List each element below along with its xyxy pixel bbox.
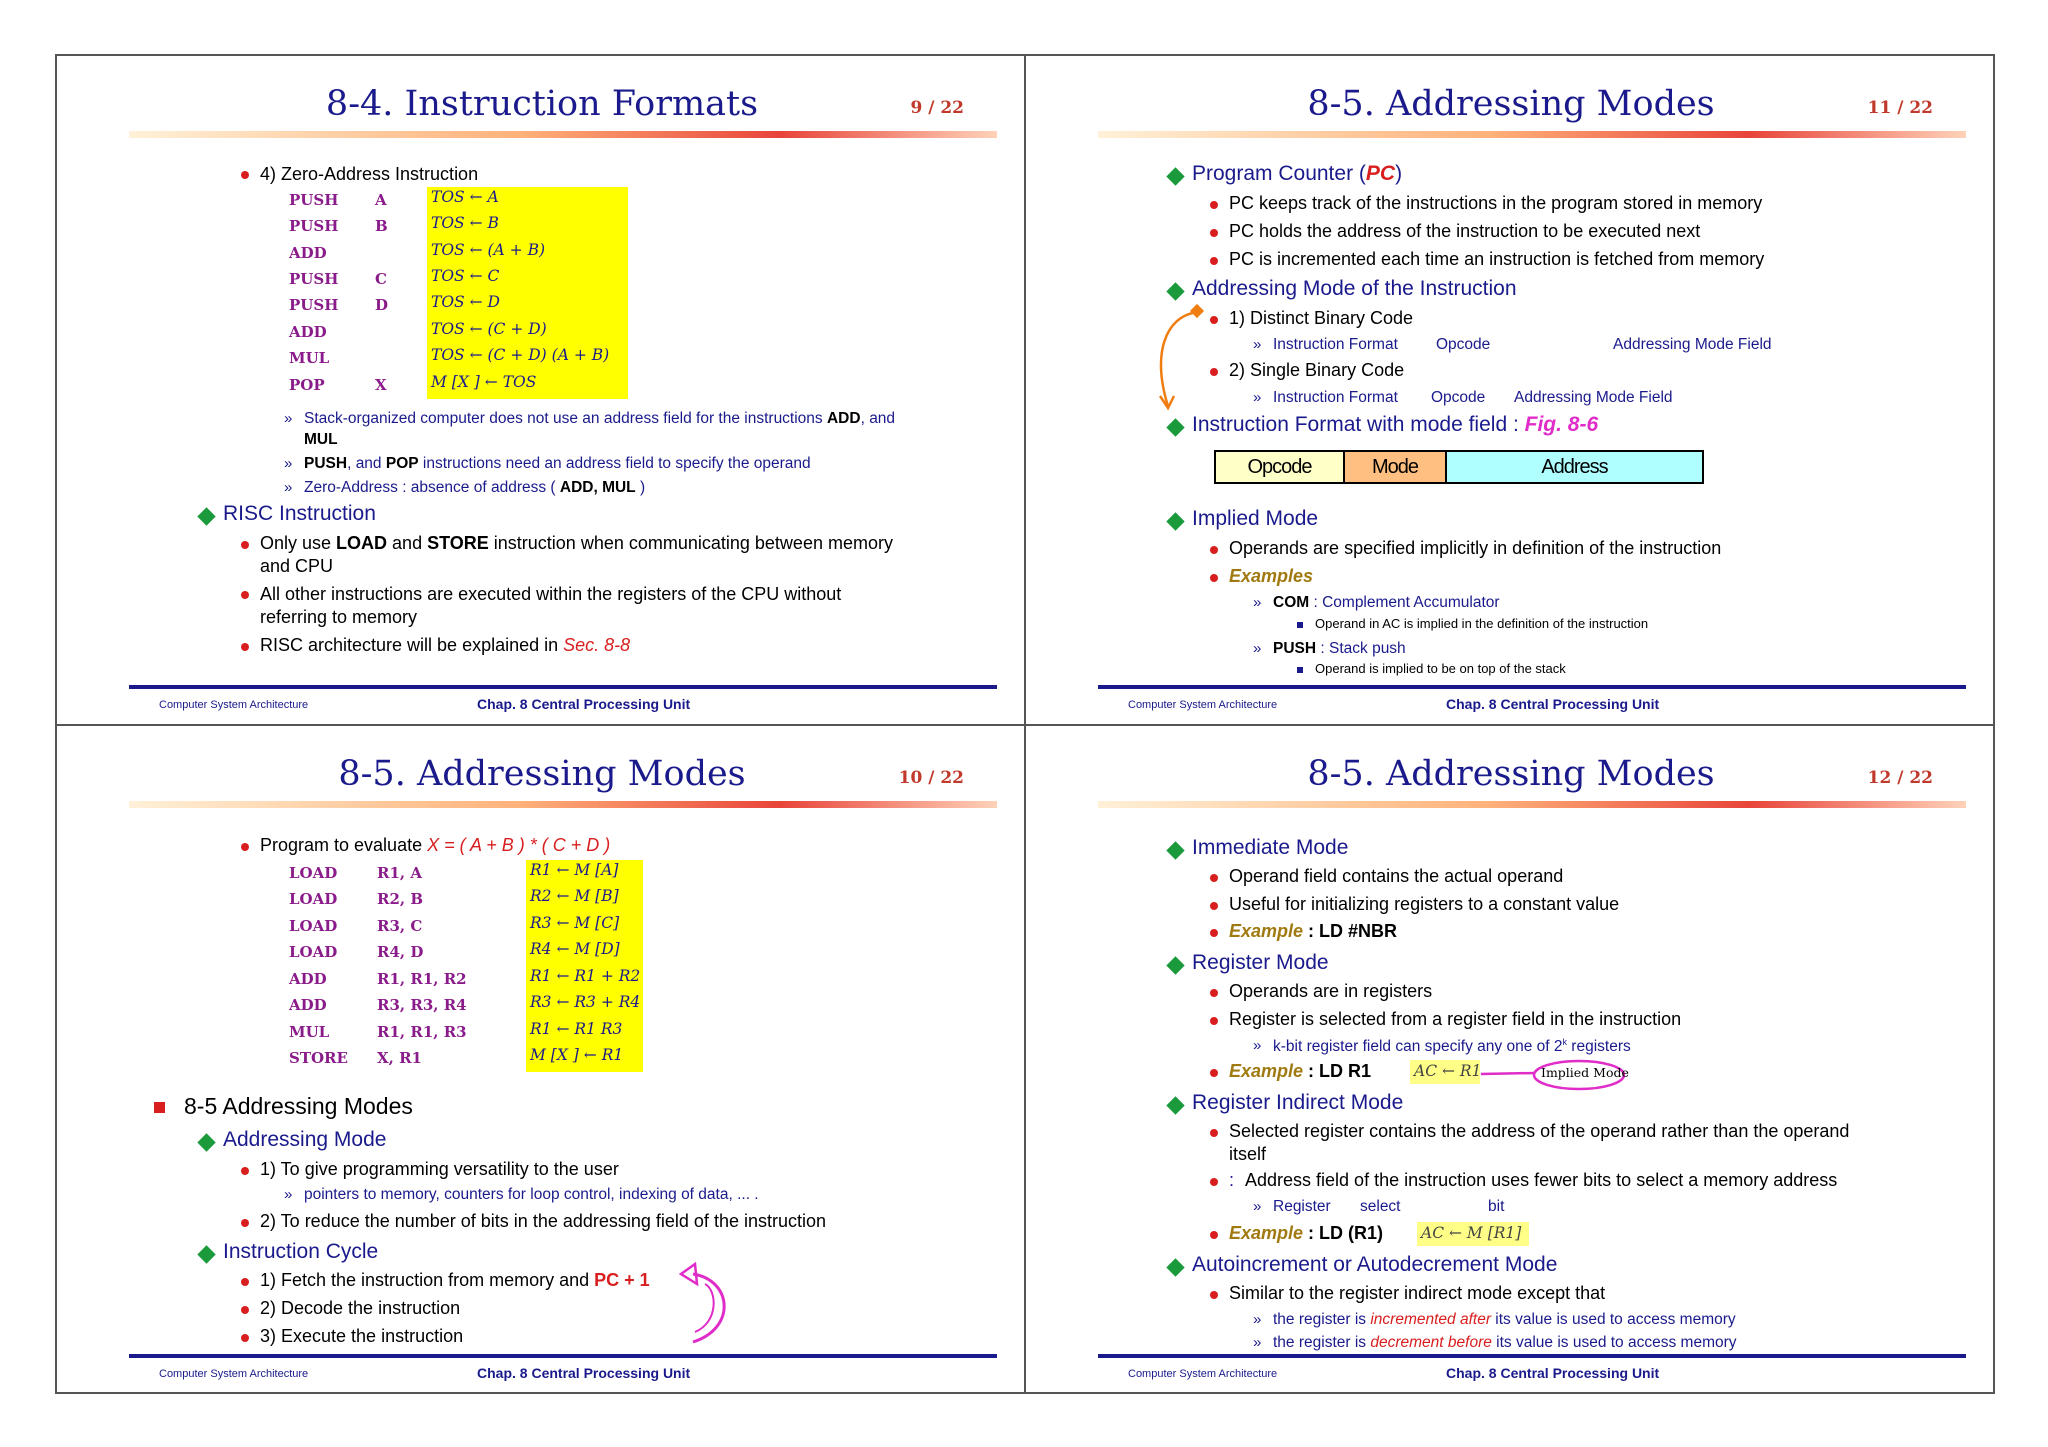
am-single-opcode: Opcode — [1431, 389, 1486, 406]
implied-mode-label: Implied Mode — [1541, 1065, 1629, 1080]
register-indirect-heading: Register Indirect Mode — [1192, 1091, 1404, 1114]
slide-title: 8-5. Addressing Modes — [1307, 754, 1715, 794]
code-rtl: R3 ← R3 + R4 — [530, 993, 641, 1011]
slide-title: 8-5. Addressing Modes — [338, 754, 746, 794]
sub-bullet: » — [284, 455, 293, 472]
autoincrement-detail: the register is incremented after its value is used to access memory — [1273, 1311, 1736, 1328]
sub-bullet: » — [1253, 1334, 1262, 1351]
sub-bullet: » — [1253, 336, 1262, 353]
square-bullet — [1297, 667, 1303, 673]
am-heading: Addressing Mode — [223, 1128, 387, 1151]
bullet-dot — [1210, 1069, 1218, 1077]
code-op: POP — [289, 376, 325, 394]
footer-chapter: Chap. 8 Central Processing Unit — [1446, 696, 1660, 712]
register-indirect-point-1: Selected register contains the address of the operand rather than the operand — [1229, 1121, 1850, 1141]
code-op: LOAD — [289, 864, 338, 882]
bullet-dot — [241, 591, 249, 599]
note-stack-address: Stack-organized computer does not use an address field for the instructions ADD, and — [304, 410, 896, 427]
slide-title: 8-5. Addressing Modes — [1307, 84, 1715, 124]
autodecrement-detail: the register is decrement before its value is used to access memory — [1273, 1334, 1737, 1351]
code-op: ADD — [289, 244, 327, 262]
orange-arrow-icon — [1126, 296, 1226, 426]
bullet-dot — [241, 1306, 249, 1314]
footer-rule — [1098, 685, 1966, 689]
page-number: 12 / 22 — [1867, 768, 1933, 788]
bullet-dot — [1210, 546, 1218, 554]
sub-bullet: » — [1253, 1037, 1262, 1054]
example-com: COM : Complement Accumulator — [1273, 594, 1500, 611]
square-bullet — [1297, 622, 1303, 628]
sub-bullet: » — [1253, 594, 1262, 611]
am-heading: Addressing Mode of the Instruction — [1192, 277, 1517, 300]
program-heading: Program to evaluate X = ( A + B ) * ( C + D ) — [260, 835, 611, 855]
code-op: STORE — [289, 1049, 348, 1067]
immediate-example: Example : LD #NBR — [1229, 921, 1398, 941]
diamond-bullet — [1166, 841, 1184, 859]
code-op: LOAD — [289, 890, 338, 908]
register-heading: Register Mode — [1192, 951, 1329, 974]
sub-bullet: » — [284, 479, 293, 496]
bullet-dot — [241, 1334, 249, 1342]
bullet-dot — [1210, 1129, 1218, 1137]
sub-bullet: » — [1253, 1311, 1262, 1328]
page-number: 11 / 22 — [1867, 98, 1933, 118]
code-op: ADD — [289, 323, 327, 341]
example-push: PUSH : Stack push — [1273, 640, 1406, 657]
bullet-dot — [241, 171, 249, 179]
footer-rule — [129, 685, 997, 689]
code-op: ADD — [289, 970, 327, 988]
register-point-1: Operands are in registers — [1229, 981, 1433, 1001]
sub-bullet: » — [1253, 640, 1262, 657]
footer-chapter: Chap. 8 Central Processing Unit — [1446, 1365, 1660, 1381]
code-rtl: R4 ← M [D] — [530, 940, 620, 958]
register-indirect-example: Example : LD (R1) — [1229, 1223, 1384, 1243]
code-rtl: TOS ← A — [431, 188, 499, 206]
am-distinct: 1) Distinct Binary Code — [1229, 308, 1414, 328]
implied-heading: Implied Mode — [1192, 507, 1319, 530]
code-arg: R4, D — [377, 943, 424, 961]
bullet-dot — [1210, 257, 1218, 265]
sub-bullet: » — [284, 1186, 293, 1203]
register-example-rtl: AC ← R1 — [1414, 1062, 1482, 1080]
autoincrement-point: Similar to the register indirect mode except that — [1229, 1283, 1606, 1303]
code-rtl: TOS ← D — [431, 293, 500, 311]
immediate-point-2: Useful for initializing registers to a constant value — [1229, 894, 1620, 914]
bullet-dot — [241, 541, 249, 549]
autoincrement-heading: Autoincrement or Autodecrement Mode — [1192, 1253, 1558, 1276]
code-op: MUL — [289, 1023, 330, 1041]
note-zero-address: Zero-Address : absence of address ( ADD, MUL ) — [304, 479, 646, 496]
risc-point-1: Only use LOAD and STORE instruction when communicating between memory — [260, 533, 893, 553]
pc-point-1: PC keeps track of the instructions in the program stored in memory — [1229, 193, 1763, 213]
code-rtl: TOS ← C — [431, 267, 500, 285]
bullet-dot — [241, 1219, 249, 1227]
note-stack-address-cont: MUL — [304, 431, 338, 448]
risc-heading: RISC Instruction — [223, 502, 376, 525]
diamond-bullet — [197, 507, 215, 525]
code-rtl: TOS ← (A + B) — [431, 241, 546, 259]
register-indirect-select: select — [1360, 1198, 1401, 1215]
bullet-dot — [1210, 1017, 1218, 1025]
page-number: 10 / 22 — [898, 768, 964, 788]
cycle-execute: 3) Execute the instruction — [260, 1326, 464, 1346]
code-rtl: R1 ← R1 + R2 — [530, 967, 641, 985]
code-arg: D — [375, 296, 389, 314]
code-rtl: M [X ] ← TOS — [431, 373, 537, 391]
register-point-2: Register is selected from a register field in the instruction — [1229, 1009, 1682, 1029]
bullet-dot — [1210, 1291, 1218, 1299]
code-rtl: R2 ← M [B] — [530, 887, 619, 905]
code-arg: X, R1 — [377, 1049, 422, 1067]
code-arg: R3, C — [377, 917, 423, 935]
code-op: PUSH — [289, 217, 339, 235]
example-push-note: Operand is implied to be on top of the stack — [1315, 661, 1566, 676]
diamond-bullet — [1166, 1096, 1184, 1114]
code-arg: B — [375, 217, 388, 235]
code-rtl: TOS ← (C + D) — [431, 320, 547, 338]
slide-addressing-modes-types — [1025, 725, 1995, 1394]
diamond-bullet — [1166, 1258, 1184, 1276]
code-op: PUSH — [289, 191, 339, 209]
register-indirect-register: Register — [1273, 1198, 1331, 1215]
format-field-address: Address — [1445, 450, 1704, 484]
footer-course: Computer System Architecture — [1128, 1368, 1278, 1380]
risc-point-3: RISC architecture will be explained in Sec. 8-8 — [260, 635, 631, 655]
risc-point-2-cont: referring to memory — [260, 607, 418, 627]
pc-point-2: PC holds the address of the instruction to be executed next — [1229, 221, 1701, 241]
title-underline — [129, 131, 997, 138]
am-distinct-format: Instruction Format — [1273, 336, 1398, 353]
code-arg: R1, R1, R2 — [377, 970, 467, 988]
bullet-dot — [1210, 902, 1218, 910]
sub-bullet: » — [284, 410, 293, 427]
am-point-1-detail: pointers to memory, counters for loop control, indexing of data, ... . — [304, 1186, 759, 1203]
bullet-dot — [241, 643, 249, 651]
register-example: Example : LD R1 — [1229, 1061, 1372, 1081]
implied-point: Operands are specified implicitly in definition of the instruction — [1229, 538, 1722, 558]
title-underline — [1098, 801, 1966, 808]
code-rtl: M [X ] ← R1 — [530, 1046, 624, 1064]
am-point-1: 1) To give programming versatility to the user — [260, 1159, 619, 1179]
footer-course: Computer System Architecture — [1128, 699, 1278, 711]
code-rtl: TOS ← (C + D) (A + B) — [431, 346, 610, 364]
register-indirect-colon: : — [1229, 1170, 1235, 1190]
code-arg: A — [375, 191, 387, 209]
register-indirect-bit: bit — [1488, 1198, 1505, 1215]
examples-label: Examples — [1229, 566, 1314, 586]
diamond-bullet — [1166, 956, 1184, 974]
bullet-dot — [1210, 1178, 1218, 1186]
slide-addressing-modes-intro — [55, 725, 1025, 1394]
fmt-heading: Instruction Format with mode field : Fig. 8-6 — [1192, 413, 1599, 436]
bullet-dot — [1210, 574, 1218, 582]
bullet-dot — [1210, 1231, 1218, 1239]
cycle-decode: 2) Decode the instruction — [260, 1298, 461, 1318]
pc-heading: Program Counter (PC) — [1192, 162, 1403, 185]
code-op: ADD — [289, 996, 327, 1014]
section-heading: 8-5 Addressing Modes — [184, 1093, 413, 1119]
sub-bullet: » — [1253, 1198, 1262, 1215]
am-single: 2) Single Binary Code — [1229, 360, 1405, 380]
zero-address-heading: 4) Zero-Address Instruction — [260, 164, 479, 184]
example-com-note: Operand in AC is implied in the definition of the instruction — [1315, 616, 1649, 631]
loop-arrow-icon — [677, 1262, 747, 1348]
register-indirect-example-rtl: AC ← M [R1] — [1421, 1224, 1522, 1242]
code-op: MUL — [289, 349, 330, 367]
bullet-dot — [241, 1278, 249, 1286]
diamond-bullet — [1166, 167, 1184, 185]
code-arg: X — [375, 376, 387, 394]
code-rtl: R3 ← M [C] — [530, 914, 620, 932]
section-bullet — [154, 1102, 165, 1113]
am-point-2: 2) To reduce the number of bits in the addressing field of the instruction — [260, 1211, 826, 1231]
footer-course: Computer System Architecture — [159, 1368, 309, 1380]
footer-chapter: Chap. 8 Central Processing Unit — [477, 1365, 691, 1381]
am-distinct-mode-field: Addressing Mode Field — [1613, 336, 1772, 353]
am-single-mode-field: Addressing Mode Field — [1514, 389, 1673, 406]
code-op: PUSH — [289, 270, 339, 288]
register-indirect-point-2: Address field of the instruction uses fewer bits to select a memory address — [1245, 1170, 1838, 1190]
cycle-fetch: 1) Fetch the instruction from memory and PC + 1 — [260, 1270, 650, 1290]
footer-course: Computer System Architecture — [159, 699, 309, 711]
page-number: 9 / 22 — [910, 98, 964, 118]
bullet-dot — [1210, 201, 1218, 209]
bullet-dot — [1210, 874, 1218, 882]
pc-point-3: PC is incremented each time an instruction is fetched from memory — [1229, 249, 1765, 269]
bullet-dot — [1210, 929, 1218, 937]
am-single-format: Instruction Format — [1273, 389, 1398, 406]
code-arg: R3, R3, R4 — [377, 996, 467, 1014]
code-rtl: TOS ← B — [431, 214, 499, 232]
format-field-mode: Mode — [1343, 450, 1447, 484]
am-distinct-opcode: Opcode — [1436, 336, 1491, 353]
code-arg: C — [375, 270, 387, 288]
footer-rule — [129, 1354, 997, 1358]
code-arg: R1, A — [377, 864, 422, 882]
diamond-bullet — [197, 1245, 215, 1263]
diamond-bullet — [197, 1133, 215, 1151]
slide-title: 8-4. Instruction Formats — [325, 84, 759, 124]
bullet-dot — [241, 1167, 249, 1175]
code-rtl: R1 ← R1 R3 — [530, 1020, 623, 1038]
code-rtl: R1 ← M [A] — [530, 861, 619, 879]
bullet-dot — [241, 843, 249, 851]
sub-bullet: » — [1253, 389, 1262, 406]
immediate-heading: Immediate Mode — [1192, 836, 1349, 859]
footer-rule — [1098, 1354, 1966, 1358]
footer-chapter: Chap. 8 Central Processing Unit — [477, 696, 691, 712]
title-underline — [129, 801, 997, 808]
note-push-pop: PUSH, and POP instructions need an address field to specify the operand — [304, 455, 811, 472]
format-field-opcode: Opcode — [1214, 450, 1345, 484]
slide-addressing-modes-pc — [1025, 54, 1995, 725]
register-field-note: k-bit register field can specify any one of 2$^k$ registers — [1273, 1037, 1631, 1056]
risc-point-1-cont: and CPU — [260, 556, 334, 576]
diamond-bullet — [1166, 512, 1184, 530]
bullet-dot — [1210, 989, 1218, 997]
code-arg: R1, R1, R3 — [377, 1023, 467, 1041]
code-op: PUSH — [289, 296, 339, 314]
register-indirect-point-1-cont: itself — [1229, 1144, 1267, 1164]
risc-point-2: All other instructions are executed within the registers of the CPU without — [260, 584, 842, 604]
title-underline — [1098, 131, 1966, 138]
code-arg: R2, B — [377, 890, 424, 908]
immediate-point-1: Operand field contains the actual operand — [1229, 866, 1564, 886]
bullet-dot — [1210, 229, 1218, 237]
code-op: LOAD — [289, 943, 338, 961]
slide-instruction-formats — [55, 54, 1025, 725]
code-op: LOAD — [289, 917, 338, 935]
cycle-heading: Instruction Cycle — [223, 1240, 379, 1263]
